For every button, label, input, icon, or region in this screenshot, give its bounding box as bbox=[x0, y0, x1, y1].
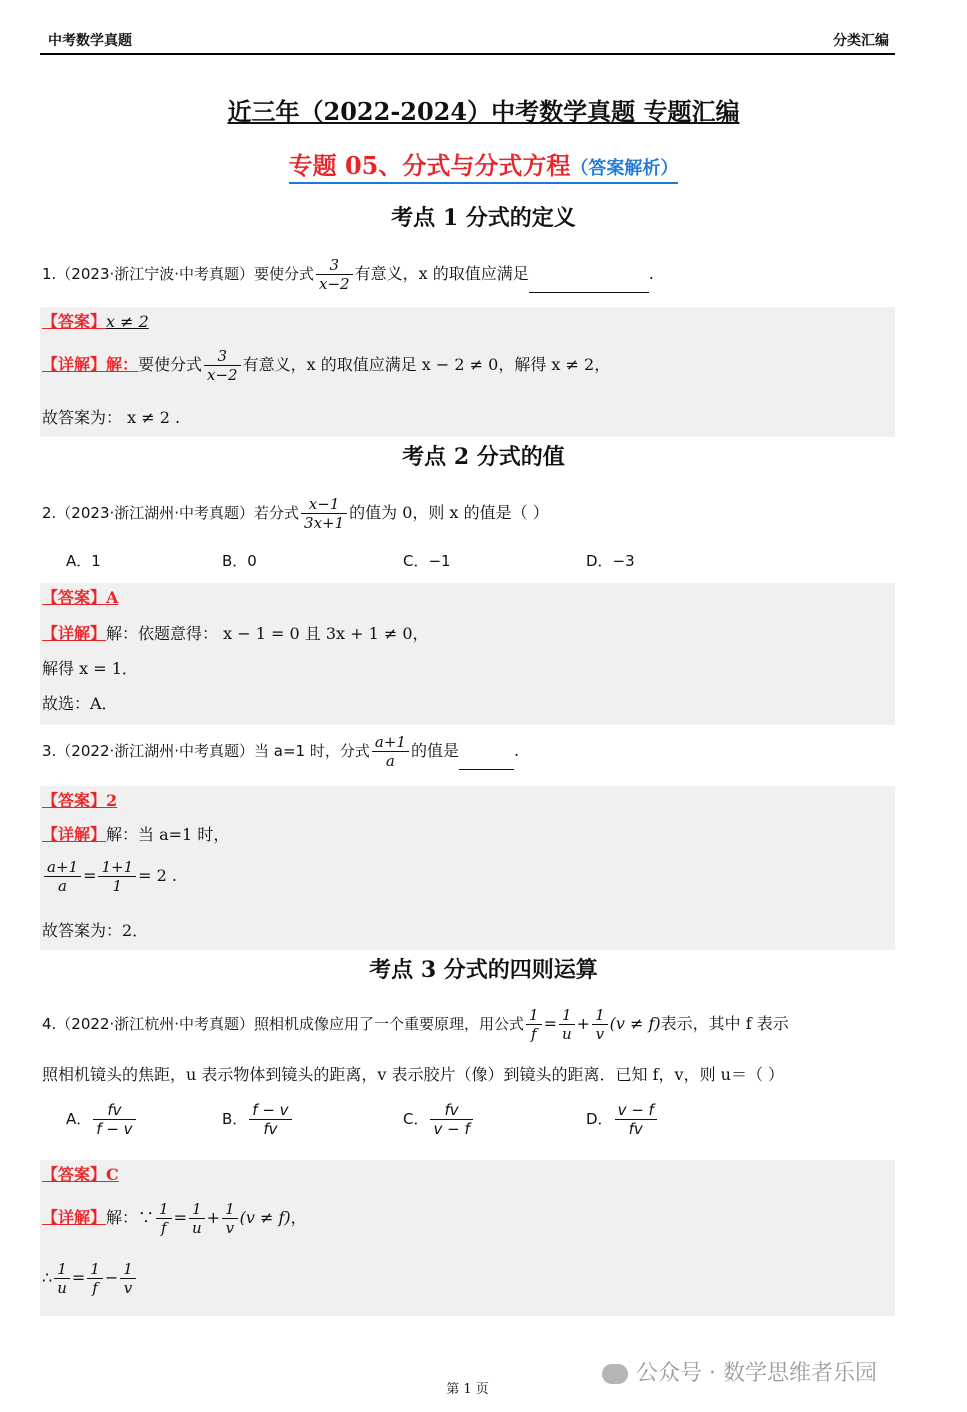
q2-option-b[interactable]: B．0 bbox=[222, 552, 257, 570]
q4-answer-box bbox=[40, 1160, 895, 1316]
q3-answer-box bbox=[40, 786, 895, 950]
question-1: 1.（2023·浙江宁波·中考真题）要使分式 $\frac{3}{x-2}$ 有意义，x 的取值应满足 . bbox=[42, 256, 654, 293]
q2-answer: 【答案】A bbox=[42, 588, 119, 607]
q1-prefix: 1.（2023·浙江宁波·中考真题）要使分式 bbox=[42, 265, 315, 283]
section-heading-1: 考点 1 分式的定义 bbox=[391, 205, 576, 231]
q1-fraction: $\frac{3}{x-2}$ bbox=[316, 256, 353, 293]
question-2: 2.（2023·浙江湖州·中考真题）若分式 $\frac{x-1}{3x+1}$ 的值为 0，则 x 的值是（ ） bbox=[42, 495, 549, 532]
q4-option-a[interactable]: A． $\frac{fv}{f - v}$ bbox=[66, 1101, 138, 1138]
q2-conclusion: 故选：A． bbox=[42, 694, 118, 713]
question-4-line2: 照相机镜头的焦距，u 表示物体到镜头的距离，v 表示胶片（像）到镜头的距离．已知 f，v，则 u＝（ ） bbox=[42, 1065, 785, 1084]
q1-detail: 【详解】解：要使分式 $\frac{3}{x-2}$ 有意义，x 的取值应满足 x − 2 ≠ 0，解得 x ≠ 2， bbox=[42, 347, 611, 384]
q4-option-b[interactable]: B． $\frac{f - v}{fv}$ bbox=[222, 1101, 294, 1138]
wechat-icon bbox=[602, 1364, 628, 1384]
section-heading-3: 考点 3 分式的四则运算 bbox=[369, 957, 598, 983]
q2-option-c[interactable]: C．−1 bbox=[403, 552, 451, 570]
q2-option-d[interactable]: D．−3 bbox=[586, 552, 635, 570]
q4-detail: 【详解】解：∵ $\frac{1}{f}$ = $\frac{1}{u}$ + $\frac{1}{v}$ (v ≠ f)， bbox=[42, 1200, 307, 1237]
subtitle-main: 专题 05、分式与分式方程 bbox=[288, 151, 571, 180]
q3-blank bbox=[459, 745, 514, 770]
q3-detail: 【详解】解：当 a=1 时， bbox=[42, 825, 230, 844]
q4-therefore: ∴ $\frac{1}{u}$ = $\frac{1}{f}$ − $\frac{1}{v}$ bbox=[42, 1260, 138, 1297]
q3-fraction: $\frac{a+1}{a}$ bbox=[372, 733, 409, 770]
page-title: 近三年（2022-2024）中考数学真题 专题汇编 bbox=[227, 97, 740, 126]
q1-conclusion: 故答案为： x ≠ 2 . bbox=[42, 408, 181, 427]
page-subtitle bbox=[0, 146, 967, 184]
q1-answer: 【答案】x ≠ 2 bbox=[42, 312, 149, 331]
question-3: 3.（2022·浙江湖州·中考真题）当 a=1 时，分式 $\frac{a+1}{a}$ 的值是 . bbox=[42, 733, 520, 770]
q2-fraction: $\frac{x-1}{3x+1}$ bbox=[301, 495, 347, 532]
watermark: 公众号 · 数学思维者乐园 bbox=[602, 1356, 877, 1387]
q4-option-c[interactable]: C． $\frac{fv}{v - f}$ bbox=[403, 1101, 475, 1138]
q2-option-a[interactable]: A．1 bbox=[66, 552, 101, 570]
q4-option-d[interactable]: D． $\frac{v - f}{fv}$ bbox=[586, 1101, 659, 1138]
q4-answer: 【答案】C bbox=[42, 1165, 119, 1184]
question-4-line1: 4.（2022·浙江杭州·中考真题）照相机成像应用了一个重要原理，用公式 $\frac{1}{f}$ = $\frac{1}{u}$ + $\frac{1}{v}$ (v ≠ f)表示，其中 f 表示 bbox=[42, 1006, 789, 1043]
section-heading-2: 考点 2 分式的值 bbox=[402, 444, 565, 470]
q2-step: 解得 x = 1． bbox=[42, 659, 138, 678]
q1-suffix: 有意义，x 的取值应满足 bbox=[354, 264, 529, 283]
q1-answer-box bbox=[40, 307, 895, 437]
header-divider bbox=[40, 53, 895, 55]
q2-detail: 【详解】解：依题意得： x − 1 = 0 且 3x + 1 ≠ 0， bbox=[42, 624, 429, 643]
q2-answer-box bbox=[40, 583, 895, 725]
q3-answer: 【答案】2 bbox=[42, 791, 118, 810]
q1-blank bbox=[529, 268, 649, 293]
subtitle-tag: （答案解析） bbox=[570, 158, 679, 179]
page-number: 第 1 页 bbox=[446, 1382, 489, 1397]
header-left: 中考数学真题 bbox=[48, 33, 132, 49]
header-right: 分类汇编 bbox=[833, 33, 889, 49]
q3-conclusion: 故答案为：2． bbox=[42, 921, 149, 940]
q3-calc: $\frac{a+1}{a}$ = $\frac{1+1}{1}$ = 2 . bbox=[42, 858, 177, 895]
